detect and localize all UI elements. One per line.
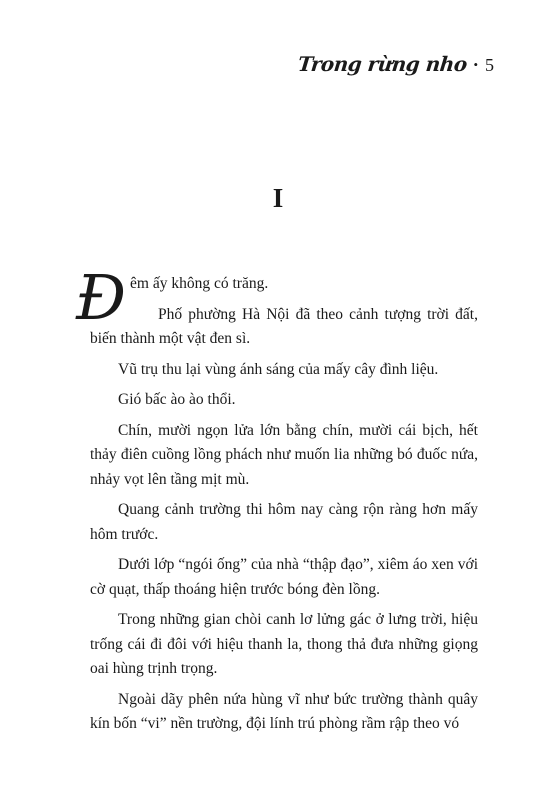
header-separator: • [473,57,478,72]
paragraph-9: Ngoài dãy phên nứa hùng vĩ như bức trường thành quây kín bốn “vi” nền trường, đội lính trú phòng rầm rập theo vó [90,690,478,732]
paragraph-8: Trong những gian chòi canh lơ lửng gác ở lưng trời, hiệu trống cái đi đôi với hiệu thanh la, thong thả đưa những giọng oai hùng trịnh trọng. [90,611,478,677]
paragraph-7: Dưới lớp “ngói ống” của nhà “thập đạo”, xiêm áo xen với cờ quạt, thấp thoáng hiện trước bóng đèn lồng. [90,556,478,598]
chapter-title: I [272,183,284,213]
drop-cap: Đ [76,261,127,334]
body-text [76,261,478,743]
paragraph-3: Vũ trụ thu lại vùng ánh sáng của mấy cây đình liệu. [118,360,439,378]
paragraph-2: Phố phường Hà Nội đã theo cảnh tượng trời đất, biến thành một vật đen sì. [90,305,478,347]
paragraph-6: Quang cảnh trường thi hôm nay càng rộn ràng hơn mấy hôm trước. [90,501,478,543]
page-number: 5 [485,55,494,75]
running-header [298,52,494,76]
running-title: Trong rừng nho [296,52,468,76]
paragraph-5: Chín, mười ngọn lửa lớn bằng chín, mười cái bịch, hết thảy điên cuồng lồng phách như muốn lia những bó đuốc nứa, nhảy vọt lên tầng mịt mù. [90,421,478,488]
paragraph-1-text: êm ấy không có trăng. [130,275,269,292]
paragraph-4: Gió bấc ào ào thổi. [118,391,236,408]
